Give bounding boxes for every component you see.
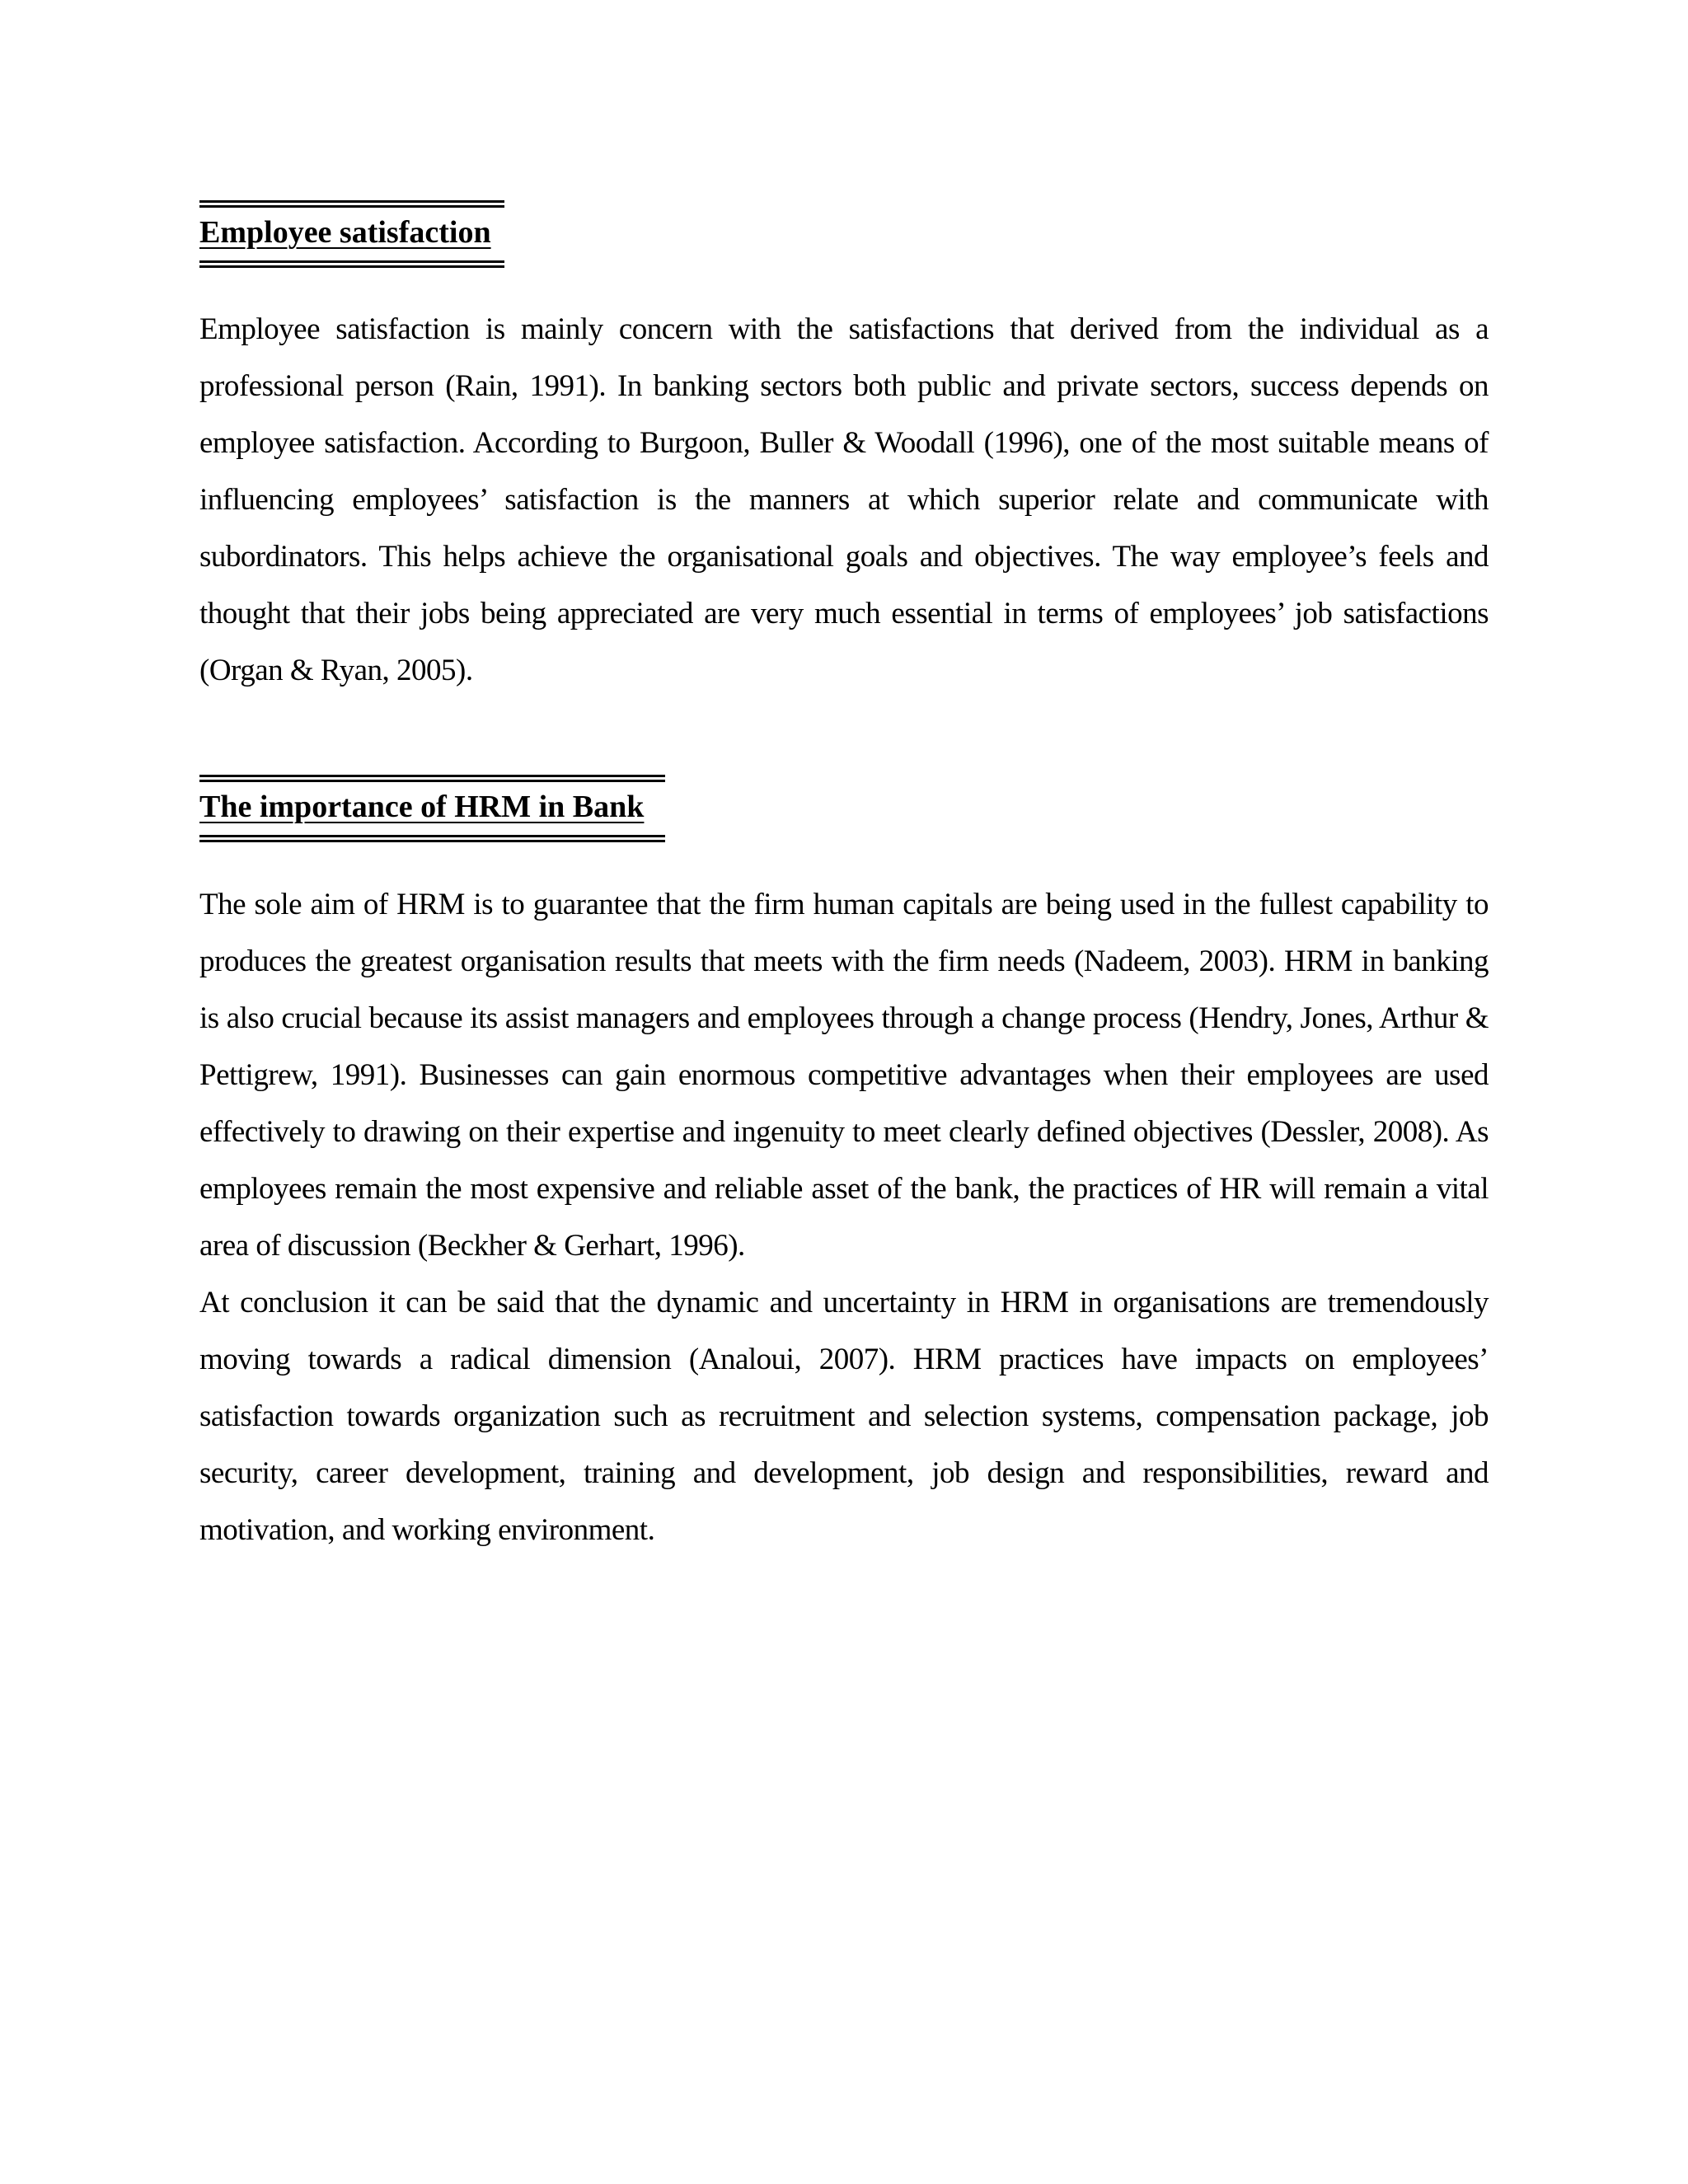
text-line: effectively to drawing on their expertise and ingenuity to meet clearly defined objectives (Dessler, 2008). As [199,1115,1489,1149]
paragraph [199,301,1489,699]
heading-rule-top [199,200,504,208]
text-line: is also crucial because its assist managers and employees through a change process (Hendry, Jones, Arthur & [199,1001,1489,1035]
section-heading-block [199,775,665,842]
text-line: At conclusion it can be said that the dynamic and uncertainty in HRM in organisations are tremendously [199,1286,1489,1319]
text-line: influencing employees’ satisfaction is the manners at which superior relate and communicate with [199,483,1489,517]
heading-rule-top [199,775,665,782]
text-line: professional person (Rain, 1991). In banking sectors both public and private sectors, success depends on [199,369,1489,403]
text-line: motivation, and working environment. [199,1513,655,1547]
text-line: security, career development, training and development, job design and responsibilities, reward and [199,1456,1489,1490]
text-line: satisfaction towards organization such as recruitment and selection systems, compensation package, job [199,1399,1489,1433]
text-line: employees remain the most expensive and reliable asset of the bank, the practices of HR will remain a vital [199,1172,1489,1206]
text-line: employee satisfaction. According to Burgoon, Buller & Woodall (1996), one of the most suitable means of [199,426,1489,460]
heading-rule-bottom [199,835,665,842]
text-line: Pettigrew, 1991). Businesses can gain enormous competitive advantages when their employees are used [199,1058,1489,1092]
section-heading: Employee satisfaction [199,215,491,250]
text-line: (Organ & Ryan, 2005). [199,654,473,687]
text-line: subordinators. This helps achieve the organisational goals and objectives. The way employee’s feels and [199,540,1489,574]
text-line: moving towards a radical dimension (Analoui, 2007). HRM practices have impacts on employees’ [199,1343,1489,1376]
section-heading-block [199,200,504,268]
text-line: thought that their jobs being appreciated are very much essential in terms of employees’ job satisfactions [199,597,1489,630]
text-line: area of discussion (Beckher & Gerhart, 1996). [199,1229,745,1263]
paragraph [199,876,1489,1274]
paragraph [199,1274,1489,1558]
text-line: The sole aim of HRM is to guarantee that the firm human capitals are being used in the fullest capability to [199,888,1489,921]
heading-rule-bottom [199,260,504,268]
section-heading: The importance of HRM in Bank [199,790,645,824]
text-line: produces the greatest organisation results that meets with the firm needs (Nadeem, 2003). HRM in banking [199,944,1489,978]
text-line: Employee satisfaction is mainly concern with the satisfactions that derived from the individual as a [199,312,1489,346]
